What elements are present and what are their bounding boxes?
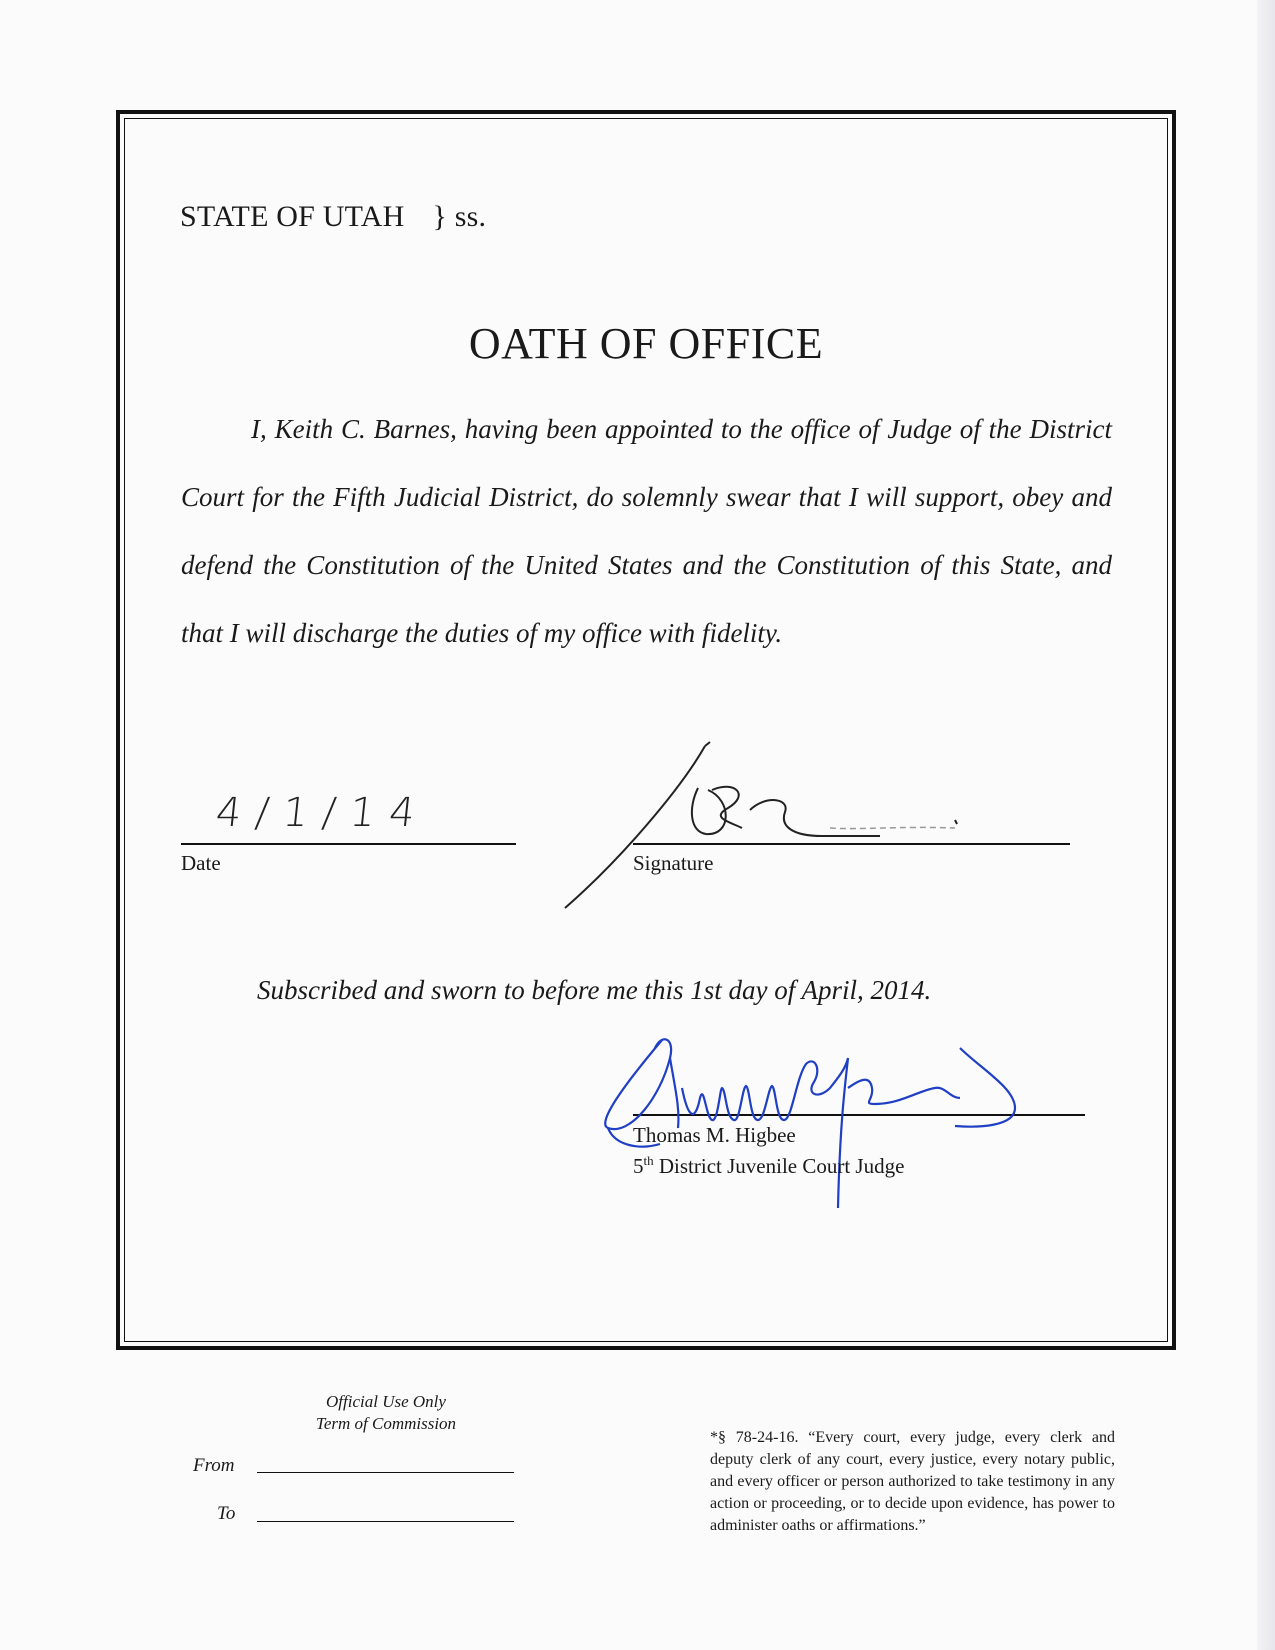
from-line bbox=[257, 1472, 514, 1473]
state-heading bbox=[180, 200, 486, 234]
witness-title: 5th District Juvenile Court Judge bbox=[633, 1153, 905, 1178]
handwritten-date: 4/1/14 bbox=[213, 790, 432, 836]
date-label: Date bbox=[181, 851, 221, 875]
witness-name: Thomas M. Higbee bbox=[633, 1123, 796, 1147]
to-label: To bbox=[217, 1503, 236, 1524]
statute-note: *§ 78-24-16. “Every court, every judge, every clerk and deputy clerk of any court, every justice, every notary public, and every officer or person authorized to take testimony in any action or proceeding, or to decide upon evidence, has power to administer oaths or affirmations.” bbox=[710, 1429, 1115, 1534]
official-use-heading bbox=[296, 1391, 476, 1435]
ss-abbrev: ss. bbox=[454, 200, 487, 233]
sworn-statement: Subscribed and sworn to before me this 1st day of April, 2014. bbox=[257, 975, 932, 1005]
oath-body bbox=[181, 395, 1112, 667]
appointee-signature bbox=[560, 740, 980, 920]
state-name: STATE OF UTAH bbox=[180, 200, 405, 233]
official-use-line: Official Use Only bbox=[326, 1392, 446, 1411]
date-line bbox=[181, 843, 516, 845]
brace: } bbox=[432, 200, 448, 233]
signature-label: Signature bbox=[633, 851, 714, 875]
to-line bbox=[257, 1521, 514, 1522]
page-edge-shadow bbox=[1257, 0, 1275, 1650]
from-label: From bbox=[193, 1455, 235, 1476]
witness-block bbox=[633, 1122, 904, 1179]
oath-text: I, Keith C. Barnes, having been appointed to the office of Judge of the District Court for the Fifth Judicial District, do solemnly swear that I will support, obey and defend the Constitution of the United States and the Constitution of this State, and that I will discharge the duties of my office with fidelity. bbox=[181, 414, 1112, 648]
term-of-commission-line: Term of Commission bbox=[315, 1414, 457, 1433]
document-title: OATH OF OFFICE bbox=[468, 319, 824, 368]
